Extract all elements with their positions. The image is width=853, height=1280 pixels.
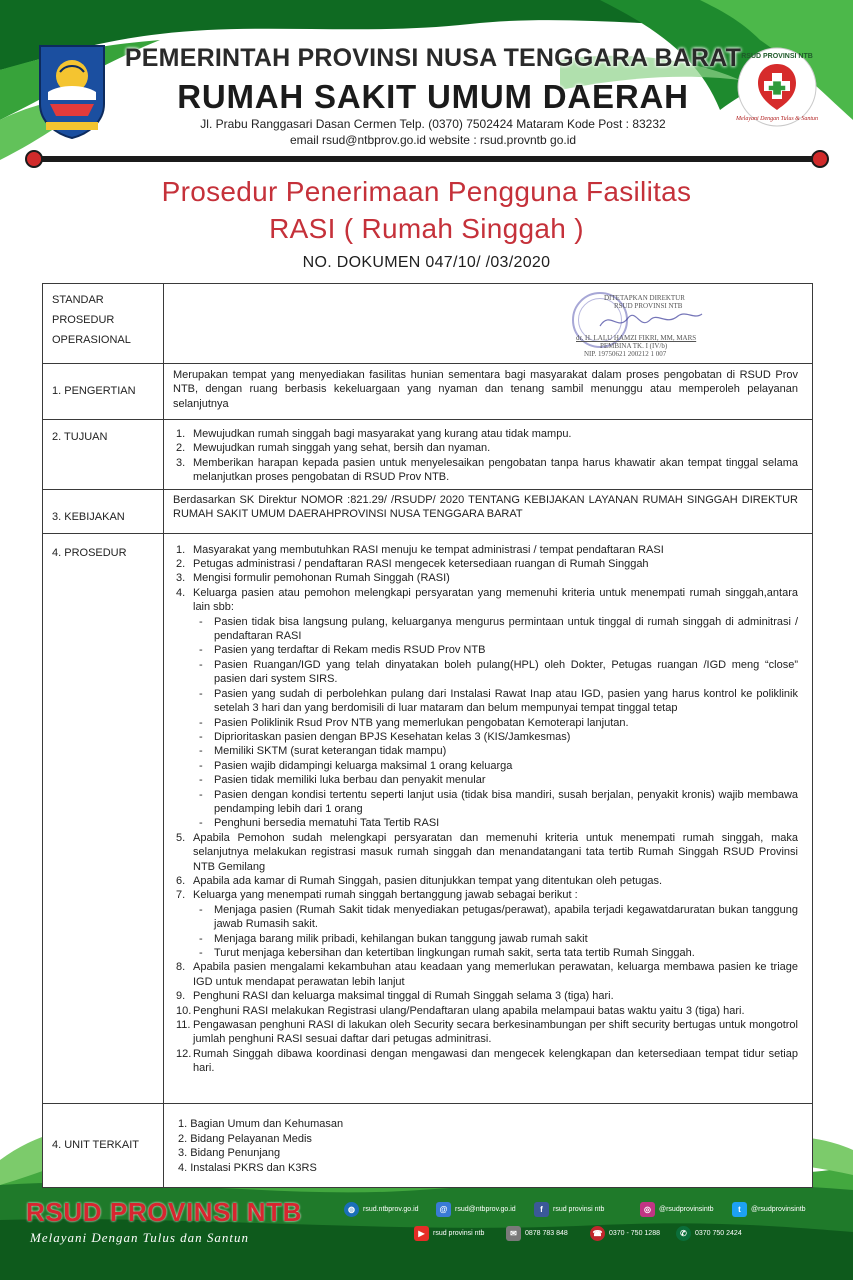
list-number: 1. [176, 428, 186, 440]
list-item [176, 543, 798, 557]
list-text: Memberikan harapan kepada pasien untuk menyelesaikan pengobatan tanpa harus khawatir akan tempat tinggal selama melanjutkan proses pengobatan di RSUD Prov NTB. [193, 456, 798, 484]
social-facebook[interactable] [534, 1202, 604, 1217]
globe-icon: ◍ [344, 1202, 359, 1217]
unit-cell [164, 1103, 813, 1187]
social-sms[interactable] [506, 1226, 568, 1241]
sop-label-line: OPERASIONAL [52, 334, 131, 346]
kebijakan-row [43, 489, 813, 533]
dash-bullet-icon: - [199, 745, 203, 758]
list-number: 7. [176, 889, 186, 902]
dash-bullet-icon: - [199, 716, 203, 729]
tujuan-row [43, 420, 813, 490]
sub-list-text: Pasien tidak memiliki luka berbau dan penyakit menular [214, 774, 486, 787]
sub-list-item [195, 716, 798, 730]
list-text: Penghuni RASI melakukan Registrasi ulang/Pendaftaran ulang apabila melampaui batas waktu yaitu 3 (tiga) hari. [193, 1004, 745, 1017]
social-email[interactable] [436, 1202, 516, 1217]
sub-list-text: Pasien yang sudah di perbolehkan pulang dari Instalasi Rawat Inap atau IGD, pasien yang harus kontrol ke poliklinik setelah 3 hari dan yang berdomisili di luar mataram dan belum mempunyai tempat tinggal tetap [214, 687, 798, 715]
list-number: 6. [176, 874, 186, 887]
list-item [176, 960, 798, 989]
social-twitter-text: @rsudprovinsintb [751, 1206, 806, 1213]
pengertian-text: Merupakan tempat yang menyediakan fasilitas hunian sementara bagi masyarakat dalam proses pengobatan di RSUD Prov NTB, dengan ruang berbasis kekeluargaan yang nyaman dan tenang sambil menunggu atau memperoleh pelayanan selanjutnya [164, 364, 813, 420]
list-text: Apabila ada kamar di Rumah Singgah, pasien ditunjukkan tempat yang ditentukan oleh petugas. [193, 874, 663, 887]
rsud-logo-text-bottom: Melayani Dengan Tulus & Santun [736, 116, 818, 122]
list-text: Rumah Singgah dibawa koordinasi dengan mengawasi dan mengecek kelengkapan dan ketersediaan tempat tidur setiap hari. [193, 1047, 798, 1075]
footer-brand: RSUD PROVINSI NTB [26, 1197, 303, 1227]
list-number: 11. [176, 1019, 191, 1032]
sop-table [42, 283, 813, 1188]
list-item [176, 441, 798, 455]
sub-list-text: Menjaga pasien (Rumah Sakit tidak menyediakan petugas/perawat), apabila terjadi kegawatdaruratan bukan tanggung jawab Rumasih sakit. [214, 903, 798, 931]
list-text: Masyarakat yang membutuhkan RASI menuju ke tempat administrasi / tempat pendaftaran RASI [193, 543, 664, 556]
list-item [176, 571, 798, 585]
social-website[interactable] [344, 1202, 419, 1217]
social-facebook-text: rsud provinsi ntb [553, 1206, 605, 1213]
sub-list-item [195, 615, 798, 644]
dash-bullet-icon: - [199, 947, 203, 959]
tujuan-list [176, 427, 798, 485]
list-number: 3. [176, 456, 186, 469]
list-item [176, 427, 798, 441]
list-text: Mewujudkan rumah singgah yang sehat, bersih dan nyaman. [193, 442, 491, 455]
signatory-rank: PEMBINA TK. I (IV/b) [600, 342, 668, 350]
sub-list-text: Turut menjaga kebersihan dan ketertiban lingkungan rumah sakit, serta tata tertib Rumah Singgah. [214, 947, 695, 959]
sub-list [195, 615, 798, 831]
dash-bullet-icon: - [199, 730, 203, 743]
list-item [176, 831, 798, 874]
list-item [176, 1004, 798, 1018]
letterhead [0, 0, 853, 170]
sub-list-item [195, 687, 798, 716]
social-sms-text: 0878 783 848 [525, 1230, 568, 1237]
footer-tagline: Melayani Dengan Tulus dan Santun [30, 1230, 250, 1245]
list-number: 3. [176, 572, 186, 585]
phone-icon: ☎ [590, 1226, 605, 1241]
prosedur-label: 4. PROSEDUR [43, 533, 164, 1103]
ntb-province-crest-icon [36, 42, 108, 140]
social-youtube[interactable] [414, 1226, 484, 1241]
list-item [176, 586, 798, 831]
facebook-icon: f [534, 1202, 549, 1217]
unit-item: 4. Instalasi PKRS dan K3RS [178, 1161, 317, 1174]
email-icon: @ [436, 1202, 451, 1217]
unit-item: 1. Bagian Umum dan Kehumasan [178, 1118, 344, 1131]
signatory-nip: NIP. 19750621 200212 1 007 [584, 350, 667, 358]
social-phone[interactable] [590, 1226, 660, 1241]
sms-icon: ✉ [506, 1226, 521, 1241]
kebijakan-text: Berdasarkan SK Direktur NOMOR :821.29/ /RSUDP/ 2020 TENTANG KEBIJAKAN LAYANAN RUMAH SINGGAH DIREKTUR RUMAH SAKIT UMUM DAERAHPROVINSI NUSA TENGGARA BARAT [164, 489, 813, 533]
sop-header-row [43, 284, 813, 364]
kebijakan-label: 3. KEBIJAKAN [43, 489, 164, 533]
unit-item: 3. Bidang Penunjang [178, 1147, 281, 1160]
unit-list [178, 1117, 798, 1175]
social-website-text: rsud.ntbprov.go.id [363, 1206, 419, 1213]
sub-list-text: Penghuni bersedia mematuhi Tata Tertib RASI [214, 817, 440, 830]
list-number: 4. [176, 586, 186, 599]
sub-list-item [195, 744, 798, 758]
social-call[interactable] [676, 1226, 742, 1241]
pengertian-label: 1. PENGERTIAN [43, 364, 164, 420]
prosedur-list [176, 543, 798, 1076]
signature-title: DITETAPKAN DIREKTUR [604, 294, 685, 302]
sop-label-cell [43, 284, 164, 364]
sub-list-text: Pasien dengan kondisi tertentu seperti lanjut usia (tidak bisa mandiri, susah berjalan, penyakit kronis) wajib membawa pendamping lebih dari 1 orang [214, 788, 798, 815]
sub-list-text: Pasien yang terdaftar di Rekam medis RSUD Prov NTB [214, 644, 486, 657]
list-item [176, 874, 798, 888]
dash-bullet-icon: - [199, 932, 203, 945]
hospital-name: RUMAH SAKIT UMUM DAERAH [177, 78, 689, 115]
sub-list-item [195, 816, 798, 830]
sub-list-item [195, 643, 798, 657]
signature-institution: RSUD PROVINSI NTB [614, 302, 683, 310]
dash-bullet-icon: - [199, 774, 203, 787]
document-title-line-1: Prosedur Penerimaan Pengguna Fasilitas [161, 176, 692, 207]
list-item [176, 456, 798, 485]
list-text: Penghuni RASI dan keluarga maksimal tinggal di Rumah Singgah selama 3 (tiga) hari. [193, 990, 614, 1003]
pengertian-row [43, 364, 813, 420]
signatory-name: dr. H. LALU HAMZI FIKRI, MM, MARS [576, 334, 697, 342]
sub-list-item [195, 903, 798, 932]
call-icon: ✆ [676, 1226, 691, 1241]
list-number: 2. [176, 442, 186, 455]
youtube-icon: ▶ [414, 1226, 429, 1241]
dash-bullet-icon: - [199, 644, 203, 657]
document-number: NO. DOKUMEN 047/10/ /03/2020 [302, 254, 551, 271]
unit-item: 2. Bidang Pelayanan Medis [178, 1132, 312, 1145]
sop-label-line: STANDAR [52, 294, 104, 306]
rsud-logo-text-top: RSUD PROVINSI NTB [741, 53, 813, 60]
hospital-address: Jl. Prabu Ranggasari Dasan Cermen Telp. (0370) 7502424 Mataram Kode Post : 83232 [200, 117, 666, 131]
social-twitter[interactable] [732, 1202, 806, 1217]
list-number: 8. [176, 961, 186, 974]
social-youtube-text: rsud provinsi ntb [433, 1230, 485, 1237]
list-text: Apabila pasien mengalami kekambuhan atau keadaan yang memerlukan perawatan, keluarga membawa pasien ke triage IGD untuk mendapat perawatan lebih lanjut [193, 961, 798, 988]
social-call-text: 0370 750 2424 [695, 1230, 742, 1237]
sop-label-line: PROSEDUR [52, 314, 115, 326]
signature-cell [164, 284, 813, 364]
list-text: Apabila Pemohon sudah melengkapi persyaratan dan memenuhi kriteria untuk menempati rumah singgah, maka selanjutnya melakukan registrasi masuk rumah singgah dan menandatangani tata tertib Rumah Singgah RSUD Provinsi NTB Gemilang [193, 831, 798, 873]
list-number: 5. [176, 831, 186, 844]
social-email-text: rsud@ntbprov.go.id [455, 1206, 516, 1213]
sub-list-item [195, 730, 798, 744]
sub-list-item [195, 759, 798, 773]
sub-list-item [195, 788, 798, 817]
sub-list-text: Pasien Poliklinik Rsud Prov NTB yang memerlukan pengobatan Kemoterapi lanjutan. [214, 716, 629, 729]
social-instagram[interactable] [640, 1202, 714, 1217]
dash-bullet-icon: - [199, 903, 203, 916]
sub-list [195, 903, 798, 961]
document-title-line-2: RASI ( Rumah Singgah ) [269, 213, 584, 244]
list-text: Mewujudkan rumah singgah bagi masyarakat yang kurang atau tidak mampu. [193, 428, 572, 440]
signature-block [164, 284, 812, 360]
list-text: Keluarga pasien atau pemohon melengkapi persyaratan yang memenuhi kriteria untuk menempati rumah singgah,antara lain sbb: [193, 586, 798, 614]
dash-bullet-icon: - [199, 687, 203, 700]
list-item [176, 989, 798, 1003]
dash-bullet-icon: - [199, 788, 203, 801]
list-text: Keluarga yang menempati rumah singgah bertanggung jawab sebagai berikut : [193, 889, 578, 902]
list-number: 12. [176, 1047, 192, 1060]
sub-list-text: Pasien wajib didampingi keluarga maksimal 1 orang keluarga [214, 759, 513, 772]
sub-list-item [195, 946, 798, 960]
list-item [176, 1047, 798, 1076]
list-text: Pengawasan penghuni RASI di lakukan oleh Security secara berkesinambungan per shift security bertugas untuk mongotrol jumlah penghuni RASI sesuai daftar dari petugas adminitrasi. [193, 1019, 798, 1046]
unit-label: 4. UNIT TERKAIT [43, 1103, 164, 1187]
handwritten-signature [596, 306, 706, 336]
sub-list-item [195, 658, 798, 687]
list-number: 9. [176, 990, 186, 1003]
sub-list-text: Memiliki SKTM (surat keterangan tidak mampu) [214, 745, 447, 758]
list-item [176, 1018, 798, 1047]
list-number: 10. [176, 1004, 192, 1017]
sub-list-text: Diprioritaskan pasien dengan BPJS Kesehatan kelas 3 (KIS/Jamkesmas) [214, 730, 571, 743]
social-instagram-text: @rsudprovinsintb [659, 1206, 714, 1213]
list-item [176, 557, 798, 571]
list-text: Petugas administrasi / pendaftaran RASI mengecek ketersediaan ruangan di Rumah Singgah [193, 558, 649, 571]
sub-list-item [195, 932, 798, 946]
sub-list-text: Pasien Ruangan/IGD yang telah dinyatakan boleh pulang(HPL) oleh Dokter, Petugas ruangan /IGD meng “close” pasien dari system SIRS. [214, 658, 798, 686]
instagram-icon: ◎ [640, 1202, 655, 1217]
list-number: 1. [176, 543, 186, 556]
list-item [176, 888, 798, 960]
unit-row [43, 1103, 813, 1187]
sub-list-text: Pasien tidak bisa langsung pulang, keluarganya mengurus permintaan untuk tinggal di rumah singgah di adminitrasi / pendaftaran RASI [214, 615, 798, 643]
social-phone-text: 0370 - 750 1288 [609, 1230, 660, 1237]
dash-bullet-icon: - [199, 658, 203, 671]
prosedur-cell [164, 533, 813, 1103]
sub-list-text: Menjaga barang milik pribadi, kehilangan bukan tanggung jawab rumah sakit [214, 932, 588, 945]
tujuan-label: 2. TUJUAN [43, 420, 164, 490]
government-name: PEMERINTAH PROVINSI NUSA TENGGARA BARAT [124, 44, 742, 72]
hospital-contact: email rsud@ntbprov.go.id website : rsud.provntb go.id [289, 133, 577, 147]
list-number: 2. [176, 558, 186, 571]
dash-bullet-icon: - [199, 759, 203, 772]
sub-list-item [195, 773, 798, 787]
tujuan-cell [164, 420, 813, 490]
prosedur-row [43, 533, 813, 1103]
dash-bullet-icon: - [199, 615, 203, 628]
rsud-ntb-logo-icon [734, 46, 820, 128]
dash-bullet-icon: - [199, 817, 203, 830]
list-text: Mengisi formulir pemohonan Rumah Singgah (RASI) [193, 572, 450, 585]
twitter-icon: t [732, 1202, 747, 1217]
